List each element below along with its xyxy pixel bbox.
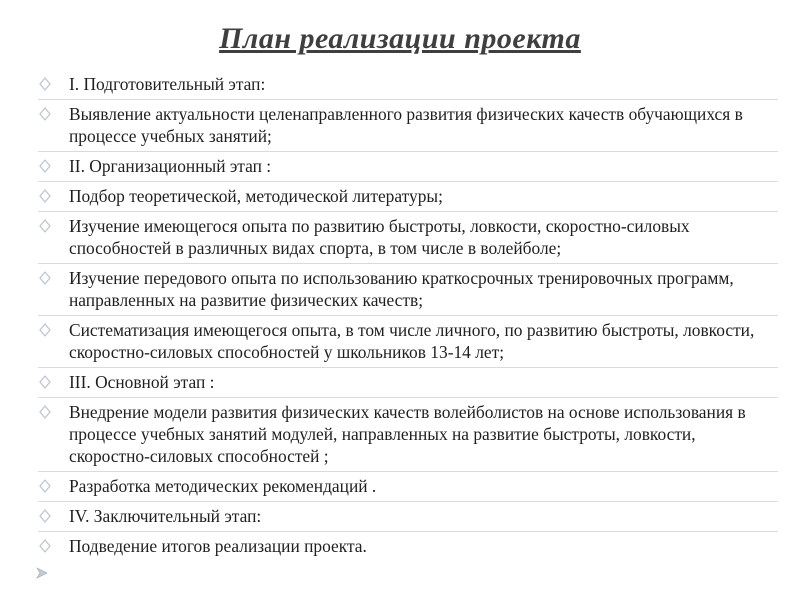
diamond-bullet-icon	[38, 218, 52, 234]
diamond-bullet-icon	[38, 508, 52, 524]
diamond-bullet-icon	[38, 106, 52, 122]
bullet-list	[38, 70, 778, 561]
nav-arrow-icon[interactable]	[36, 566, 48, 578]
list-item	[38, 398, 778, 472]
list-item	[38, 100, 778, 152]
list-item-text: Выявление актуальности целенаправленного развития физических качеств обучающихся в процессе учебных занятий;	[69, 104, 743, 146]
diamond-bullet-icon	[38, 538, 52, 554]
list-item-text: III. Основной этап :	[69, 372, 215, 392]
list-item	[38, 532, 778, 561]
list-item	[38, 152, 778, 182]
list-item	[38, 70, 778, 100]
diamond-bullet-icon	[38, 188, 52, 204]
list-item	[38, 316, 778, 368]
diamond-bullet-icon	[38, 158, 52, 174]
list-item	[38, 182, 778, 212]
list-item-text: IV. Заключительный этап:	[69, 506, 262, 526]
list-item-text: Разработка методических рекомендаций .	[69, 476, 377, 496]
diamond-bullet-icon	[38, 322, 52, 338]
diamond-bullet-icon	[38, 478, 52, 494]
list-item-text: Подведение итогов реализации проекта.	[69, 536, 367, 556]
diamond-bullet-icon	[38, 374, 52, 390]
diamond-bullet-icon	[38, 404, 52, 420]
list-item	[38, 368, 778, 398]
diamond-bullet-icon	[38, 76, 52, 92]
diamond-bullet-icon	[38, 270, 52, 286]
list-item-text: Изучение передового опыта по использованию краткосрочных тренировочных программ, направленных на развитие физических качеств;	[69, 268, 734, 310]
list-item-text: Внедрение модели развития физических качеств волейболистов на основе использования в процессе учебных занятий модулей, направленных на развитие быстроты, ловкости, скоростно-силовых способностей ;	[69, 402, 746, 466]
list-item	[38, 472, 778, 502]
list-item-text: Подбор теоретической, методической литературы;	[69, 186, 443, 206]
list-item	[38, 212, 778, 264]
slide-title: План реализации проекта	[219, 22, 581, 55]
list-item-text: II. Организационный этап :	[69, 156, 272, 176]
list-item	[38, 502, 778, 532]
list-item	[38, 264, 778, 316]
list-item-text: I. Подготовительный этап:	[69, 74, 266, 94]
list-item-text: Систематизация имеющегося опыта, в том числе личного, по развитию быстроты, ловкости, скоростно-силовых способностей у школьников 13-14 лет;	[69, 320, 755, 362]
list-item-text: Изучение имеющегося опыта по развитию быстроты, ловкости, скоростно-силовых способностей в различных видах спорта, в том числе в волейболе;	[69, 216, 690, 258]
